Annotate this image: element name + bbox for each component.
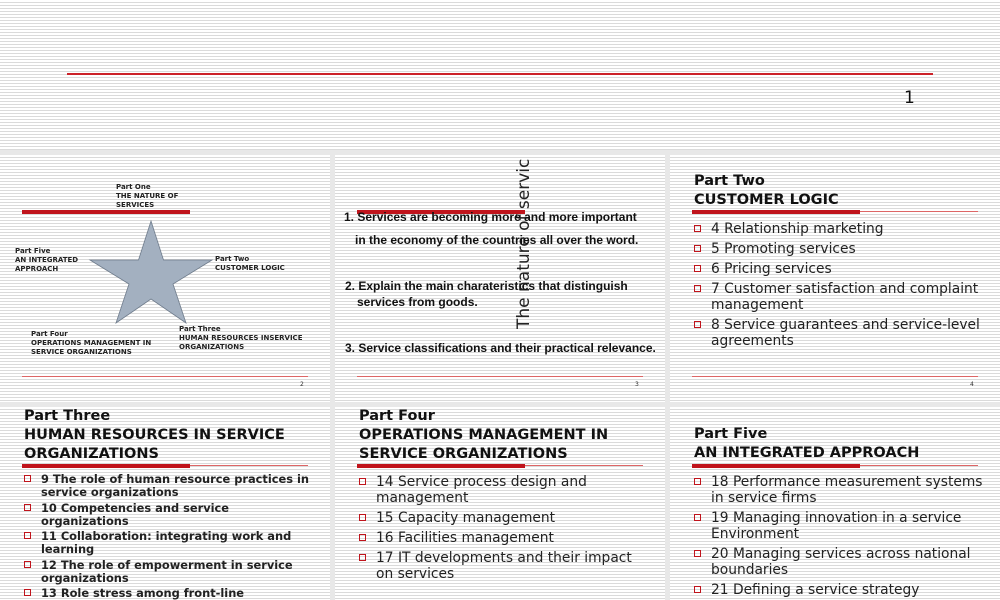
list-item: 21 Defining a service strategy (694, 582, 984, 598)
part-two-label: Part Two CUSTOMER LOGIC (215, 255, 285, 272)
list-item: 2. Explain the main charateristics that distinguish (345, 279, 628, 293)
list-item: 20 Managing services across national boundaries (694, 546, 984, 578)
slide-number: 1 (904, 88, 915, 108)
page-number: 3 (635, 381, 639, 388)
title-rule-thin (190, 465, 308, 466)
topic-list (694, 474, 984, 600)
title-rule-thin (860, 465, 978, 466)
title-rule (692, 210, 860, 214)
part-three-label: Part Three HUMAN RESOURCES INSERVICE ORGANIZATIONS (179, 325, 303, 351)
list-item: 1. Services are becoming more and more important (344, 210, 637, 224)
topic-list (694, 221, 984, 353)
slide-thumbnail-4[interactable] (670, 155, 1000, 402)
title-slide (0, 0, 1000, 150)
list-item: 12 The role of empowerment in service organizations (24, 559, 314, 585)
title-rule (692, 464, 860, 468)
title-rule (357, 464, 525, 468)
list-item: 11 Collaboration: integrating work and learning (24, 530, 314, 556)
slide-thumbnail-7[interactable] (670, 407, 1000, 600)
part-five-label: Part Five AN INTEGRATED APPROACH (15, 247, 79, 273)
list-item: in the economy of the countries all over the word. (355, 233, 639, 247)
topic-list (359, 474, 649, 586)
list-item: 14 Service process design and management (359, 474, 649, 506)
list-item: 6 Pricing services (694, 261, 984, 277)
slide-thumbnail-5[interactable] (0, 407, 330, 600)
part-heading: Part Three HUMAN RESOURCES IN SERVICE ORGANIZATIONS (24, 408, 285, 462)
page-number: 2 (300, 381, 304, 388)
list-item: 17 IT developments and their impact on services (359, 550, 649, 582)
list-item: 15 Capacity management (359, 510, 649, 526)
list-item: 19 Managing innovation in a service Environment (694, 510, 984, 542)
part-heading: Part Four OPERATIONS MANAGEMENT IN SERVICE ORGANIZATIONS (359, 408, 609, 462)
star-shape (90, 221, 212, 323)
slide-thumbnail-2[interactable] (0, 155, 330, 402)
footer-rule (692, 376, 978, 377)
title-rule-thin (860, 211, 978, 212)
list-item: 5 Promoting services (694, 241, 984, 257)
list-item: 3. Service classifications and their practical relevance. (345, 341, 656, 355)
topic-list (24, 473, 314, 600)
title-rule-thin (525, 465, 643, 466)
page-number: 4 (970, 381, 974, 388)
slide-thumbnail-6[interactable] (335, 407, 665, 600)
footer-rule (357, 376, 643, 377)
vertical-slide-title: The nature of servic (514, 158, 534, 329)
slide-thumbnail-3[interactable] (335, 155, 665, 402)
title-rule (22, 464, 190, 468)
part-heading: Part Five AN INTEGRATED APPROACH (694, 426, 920, 461)
list-item: 16 Facilities management (359, 530, 649, 546)
list-item: 9 The role of human resource practices in service organizations (24, 473, 314, 499)
list-item: 18 Performance measurement systems in service firms (694, 474, 984, 506)
list-item: 4 Relationship marketing (694, 221, 984, 237)
part-one-label: Part One THE NATURE OF SERVICES (116, 183, 179, 209)
part-four-label: Part Four OPERATIONS MANAGEMENT IN SERVICE ORGANIZATIONS (31, 330, 152, 356)
list-item: 8 Service guarantees and service-level agreements (694, 317, 984, 349)
list-item: 13 Role stress among front-line (24, 587, 314, 600)
list-item: services from goods. (357, 295, 478, 309)
list-item: 7 Customer satisfaction and complaint management (694, 281, 984, 313)
footer-rule (22, 376, 308, 377)
list-item: 10 Competencies and service organizations (24, 502, 314, 528)
part-heading: Part Two CUSTOMER LOGIC (694, 173, 839, 208)
title-rule (67, 73, 933, 75)
